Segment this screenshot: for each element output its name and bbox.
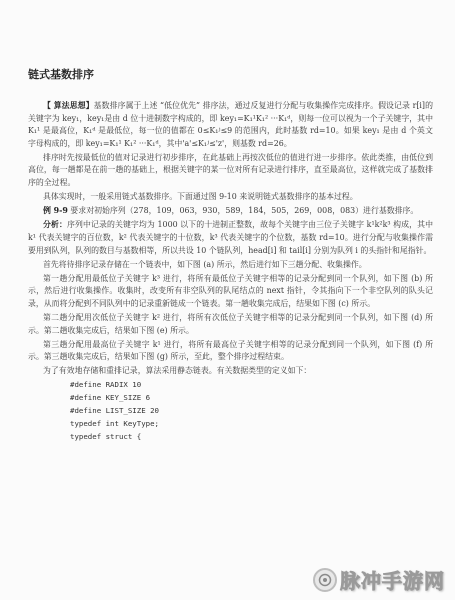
paragraph-example: 例 9-9 要求对初始序列（278，109，063，930，589，184，505，269，008，083）进行基数排序。 [43, 206, 419, 216]
code-block: #define RADIX 10 #define KEY_SIZE 6 #define LIST_SIZE 20 typedef int KeyType; typedef struct { [70, 380, 159, 441]
body-text [28, 100, 433, 443]
paragraph-sort-process: 排序时先按最低位的值对记录进行初步排序，在此基础上再按次低位的值进行进一步排序。依此类推，由低位到高位，每一趟都是在前一趟的基础上，根据关键字的某一位对所有记录进行排序，直至最高位，这样就完成了基数排序的全过程。 [28, 152, 433, 188]
paragraph-pass-one: 第一趟分配用最低位子关键字 k³ 进行，将所有最低位子关键字相等的记录分配到同一个队列，如下图 (b) 所示，然后进行收集操作。收集时，改变所有非空队列的队尾结点的 next 指针，令其指向下一个非空队列的队头记录，从而将分配到不同队列中的记录重新链成一个链表。第一趟收集完成后，结果如下图 (c) 所示。 [28, 273, 433, 308]
paragraph-pass-three: 第三趟分配用最高位子关键字 k¹ 进行，将所有最高位子关键字相等的记录分配到同一个队列，如下图 (f) 所示。第三趟收集完成后，结果如下图 (g) 所示，至此，整个排序过程结束。 [28, 339, 433, 362]
paragraph-store-linked-list: 首先将待排序记录存储在一个链表中，如下图 (a) 所示，然后进行如下三趟分配、收集操作。 [43, 259, 367, 269]
watermark-logo-icon [313, 568, 337, 592]
watermark [313, 565, 445, 594]
paragraph-pass-two: 第二趟分配用次低位子关键字 k² 进行，将所有次低位子关键字相等的记录分配到同一个队列，如下图 (d) 所示。第二趟收集完成后，结果如下图 (e) 所示。 [28, 313, 433, 335]
paragraph-implementation: 具体实现时，一般采用链式基数排序。下面通过图 9-10 来说明链式基数排序的基本过程。 [43, 192, 358, 202]
paragraph-static-list: 为了有效地存储和重排记录，算法采用静态链表。有关数据类型的定义如下： [43, 366, 312, 376]
section-heading: 链式基数排序 [28, 68, 94, 81]
paragraph-analysis: 分析：序列中记录的关键字均为 1000 以下的十进制正整数，故每个关键字由三位子关键字 k¹k²k³ 构成，其中 k¹ 代表关键字的百位数，k² 代表关键字的十位数，k³ 代表关键字的个位数，基数 rd=10。进行分配与收集操作需要用到队列，队列的数目与基数相等，所以共设 10 个链队列，head[i] 和 tail[i] 分别为队列 i 的头指针和尾指针。 [28, 220, 433, 255]
watermark-text: 脉冲手游网 [340, 569, 445, 593]
paragraph-algorithm-idea: 【 算法思想】基数排序属于上述 “低位优先” 排序法，通过反复进行分配与收集操作完成排序。假设记录 r[i]的关键字为 key₁，key₁是由 d 位十进制数字构成的，即 key₁=K₁¹K₁² ···K₁ᵈ，则每一位可以视为一个子关键字，其中 K₁¹ 是最高位，K₁ᵈ 是最低位，每一位的值都在 0≤K₁ʲ≤9 的范围内，此时基数 rd=10。如果 key₁ 是由 d 个英文字母构成的，即 key₁=K₁¹ K₁² ···K₁ᵈ，其中'a'≤K₁ʲ≤'z'，则基数 rd=26。 [28, 101, 433, 148]
